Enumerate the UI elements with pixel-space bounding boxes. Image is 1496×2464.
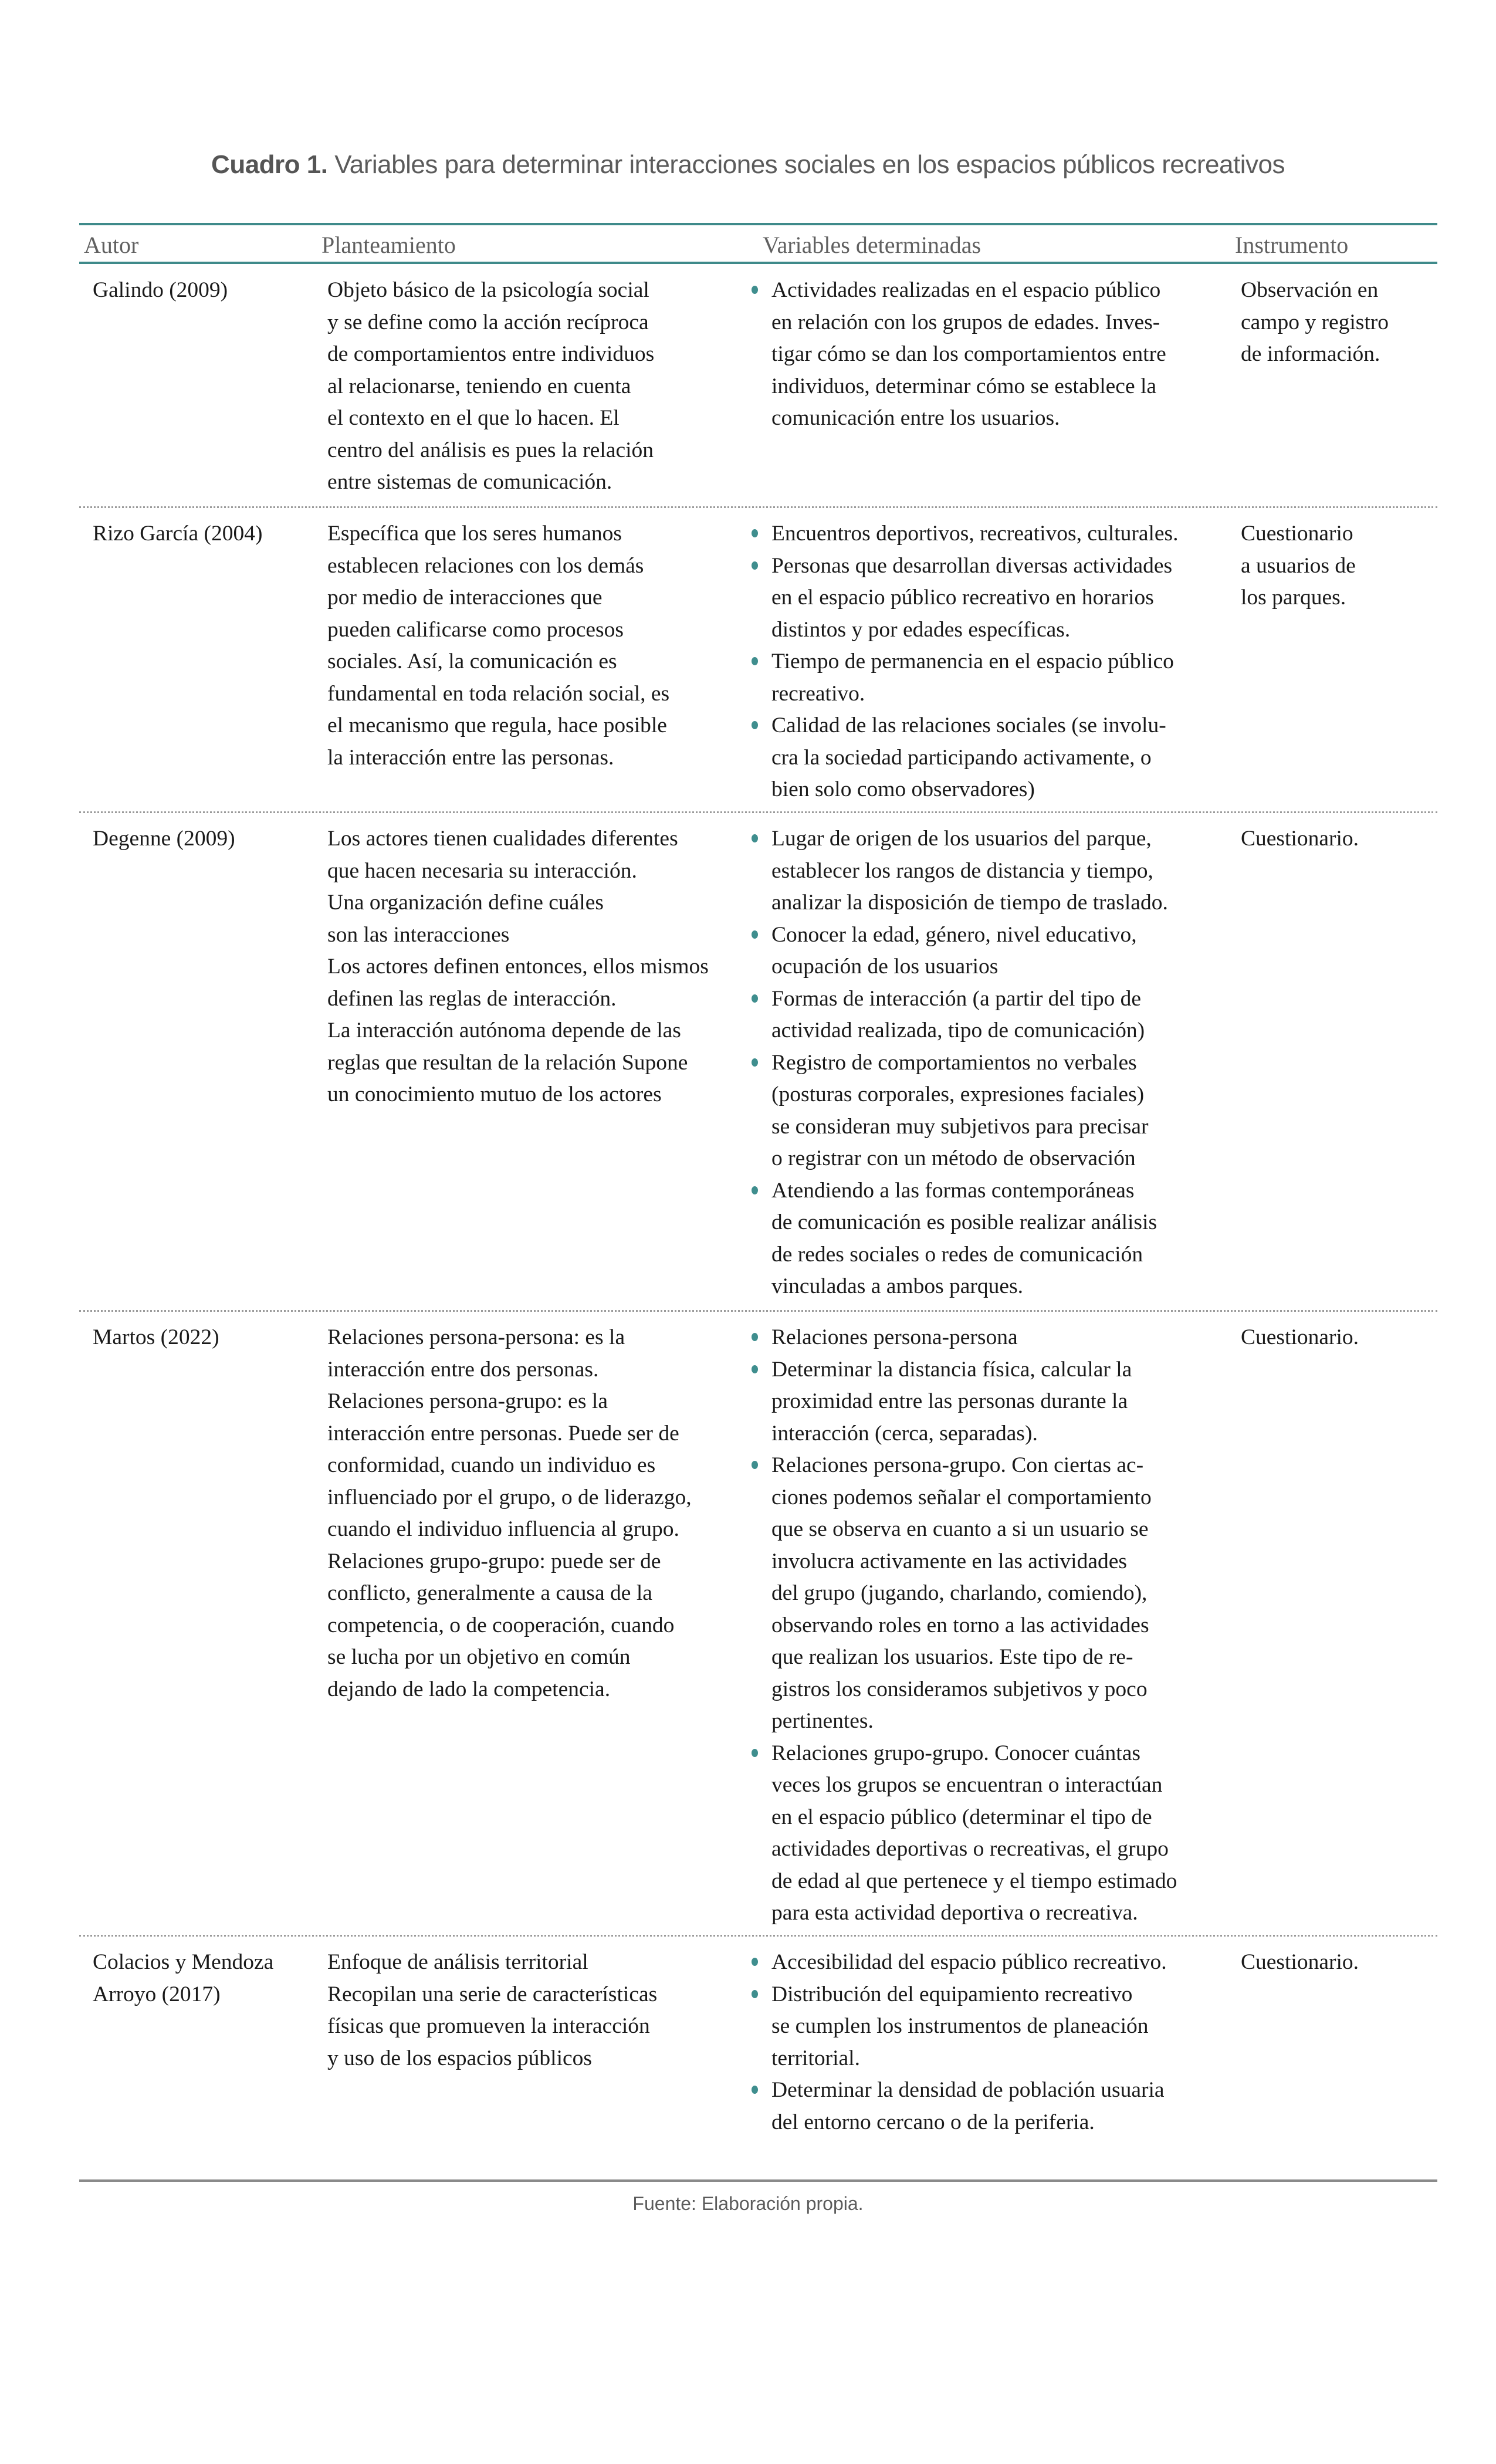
cell-planteamiento-line: que hacen necesaria su interacción. [327,858,637,883]
bullet-icon [752,1058,758,1067]
cell-variables [748,518,1194,806]
variable-line: territorial. [771,2046,860,2070]
variable-line: en el espacio público (determinar el tipo de [771,1805,1152,1829]
cell-planteamiento-line: se lucha por un objetivo en común [327,1645,631,1669]
cell-planteamiento-line: Específica que los seres humanos [327,522,622,546]
cell-planteamiento-line: y uso de los espacios públicos [327,2046,592,2070]
cell-planteamiento [327,275,761,499]
bullet-icon [752,1365,758,1373]
table-row [79,1311,1437,1936]
cell-variables [748,275,1194,435]
variable-bullet-item [748,1947,1194,1979]
cell-planteamiento-line: interacción entre personas. Puede ser de [327,1421,679,1446]
cell-planteamiento [327,823,761,1111]
cell-planteamiento-line: conflicto, generalmente a causa de la [327,1581,652,1605]
header-planteamiento: Planteamiento [321,232,456,258]
variable-bullet-item [748,983,1194,1047]
variable-line: Tiempo de permanencia en el espacio público [771,649,1174,673]
variable-line: Lugar de origen de los usuarios del parque, [771,827,1152,851]
variable-line: Formas de interacción (a partir del tipo de [771,986,1141,1011]
variable-line: proximidad entre las personas durante la [771,1389,1128,1413]
cell-planteamiento-line: al relacionarse, teniendo en cuenta [327,374,631,398]
variable-line: Personas que desarrollan diversas actividades [771,553,1173,578]
bullet-icon [752,834,758,842]
cell-planteamiento-line: reglas que resultan de la relación Supone [327,1050,688,1075]
cell-instrumento-line: los parques. [1241,585,1346,610]
cell-instrumento [1241,275,1434,371]
cell-planteamiento-line: Una organización define cuáles [327,891,604,915]
variable-bullet-item [748,1450,1194,1738]
cell-planteamiento-line: la interacción entre las personas. [327,745,614,770]
cell-planteamiento-line: sociales. Así, la comunicación es [327,649,617,673]
variable-line: bien solo como observadores) [771,777,1035,801]
variable-line: actividad realizada, tipo de comunicación) [771,1018,1145,1043]
bullet-icon [752,529,758,537]
variable-bullet-item [748,518,1194,550]
cell-autor [93,823,316,855]
variable-line: para esta actividad deportiva o recreativa. [771,1901,1138,1925]
cell-planteamiento-line: fundamental en toda relación social, es [327,681,670,706]
variable-line: Calidad de las relaciones sociales (se involu- [771,713,1166,737]
variable-bullet-item [748,710,1194,806]
variable-line: Registro de comportamientos no verbales [771,1050,1137,1075]
cell-autor-line: Martos (2022) [93,1325,219,1349]
cell-planteamiento-line: entre sistemas de comunicación. [327,470,612,494]
cell-autor-line: Degenne (2009) [93,827,235,851]
variable-line: interacción (cerca, separadas). [771,1421,1038,1446]
variable-line: del grupo (jugando, charlando, comiendo), [771,1581,1148,1605]
variable-line: tigar cómo se dan los comportamientos entre [771,342,1166,366]
variable-line: de redes sociales o redes de comunicación [771,1242,1143,1267]
variable-line: vinculadas a ambos parques. [771,1274,1024,1298]
cell-instrumento-line: Cuestionario [1241,522,1353,546]
cell-planteamiento-line: Enfoque de análisis territorial [327,1950,588,1974]
table-header [79,225,1437,262]
variable-line: ocupación de los usuarios [771,955,999,979]
bullet-icon [752,1186,758,1194]
table-row [79,1936,1437,2179]
variable-line: individuos, determinar cómo se establece la [771,374,1157,398]
bullet-icon [752,930,758,939]
variable-line: pertinentes. [771,1709,874,1733]
cell-planteamiento-line: La interacción autónoma depende de las [327,1018,681,1043]
variable-bullet-item [748,1354,1194,1450]
cell-instrumento-line: Cuestionario. [1241,1950,1359,1974]
variable-bullet-item [748,1047,1194,1175]
cell-planteamiento-line: definen las reglas de interacción. [327,986,617,1011]
cell-planteamiento-line: conformidad, cuando un individuo es [327,1453,656,1477]
variable-bullet-item [748,1979,1194,2075]
variable-bullet-item [748,2074,1194,2138]
table-source: Fuente: Elaboración propia. [632,2193,864,2214]
variable-line: en el espacio público recreativo en horarios [771,585,1154,610]
variable-line: veces los grupos se encuentran o interactúan [771,1773,1163,1797]
cell-autor-line: Arroyo (2017) [93,1982,221,2006]
cell-planteamiento [327,1322,761,1705]
variable-bullet-item [748,1738,1194,1930]
cell-planteamiento-line: Objeto básico de la psicología social [327,278,649,302]
cell-planteamiento-line: son las interacciones [327,922,510,947]
cell-planteamiento-line: establecen relaciones con los demás [327,553,644,578]
variable-line: en relación con los grupos de edades. Inves- [771,310,1160,334]
variable-line: Relaciones persona-persona [771,1325,1018,1349]
cell-autor [93,1322,316,1354]
caption-label: Cuadro 1. [211,150,328,179]
cell-planteamiento [327,1947,761,2074]
variable-line: o registrar con un método de observación [771,1146,1136,1170]
header-autor: Autor [84,232,139,258]
variable-bullet-item [748,275,1194,435]
variable-line: Relaciones persona-grupo. Con ciertas ac- [771,1453,1144,1477]
cell-instrumento [1241,823,1434,855]
bullet-icon [752,1958,758,1966]
cell-variables [748,1322,1194,1930]
cell-planteamiento-line: Relaciones grupo-grupo: puede ser de [327,1549,661,1573]
cell-planteamiento-line: Recopilan una serie de características [327,1982,658,2006]
cell-planteamiento-line: por medio de interacciones que [327,585,603,610]
bullet-icon [752,561,758,570]
cell-instrumento [1241,518,1434,614]
header-instrumento: Instrumento [1235,232,1349,258]
variable-line: Encuentros deportivos, recreativos, culturales. [771,522,1179,546]
variable-line: ciones podemos señalar el comportamiento [771,1485,1152,1509]
variable-bullet-item [748,823,1194,919]
cell-planteamiento-line: Relaciones persona-grupo: es la [327,1389,608,1413]
caption-text: Variables para determinar interacciones sociales en los espacios públicos recreativos [327,150,1285,179]
cell-planteamiento-line: competencia, o de cooperación, cuando [327,1613,675,1637]
header-variables: Variables determinadas [763,232,981,258]
cell-planteamiento-line: influenciado por el grupo, o de liderazgo, [327,1485,692,1509]
cell-instrumento-line: Observación en [1241,278,1379,302]
variable-line: distintos y por edades específicas. [771,617,1071,642]
cell-planteamiento-line: interacción entre dos personas. [327,1357,599,1382]
table-row [79,507,1437,813]
variable-bullet-item [748,1322,1194,1354]
cell-planteamiento-line: un conocimiento mutuo de los actores [327,1082,662,1106]
cell-instrumento-line: campo y registro [1241,310,1389,334]
variable-line: de comunicación es posible realizar análisis [771,1210,1157,1234]
bullet-icon [752,1990,758,1998]
table-row [79,264,1437,507]
variable-line: que realizan los usuarios. Este tipo de re- [771,1645,1133,1669]
variable-line: involucra activamente en las actividades [771,1549,1127,1573]
cell-instrumento-line: a usuarios de [1241,553,1356,578]
variable-line: comunicación entre los usuarios. [771,406,1060,430]
bullet-icon [752,1749,758,1757]
bullet-icon [752,657,758,665]
cell-autor [93,275,316,307]
variable-line: Actividades realizadas en el espacio público [771,278,1161,302]
cell-autor [93,518,316,550]
cell-planteamiento-line: pueden calificarse como procesos [327,617,624,642]
cell-autor-line: Rizo García (2004) [93,522,263,546]
variable-line: recreativo. [771,681,865,706]
bullet-icon [752,1461,758,1469]
variable-line: Distribución del equipamiento recreativo [771,1982,1133,2006]
bullet-icon [752,721,758,729]
cell-planteamiento [327,518,761,774]
variable-line: Atendiendo a las formas contemporáneas [771,1178,1135,1203]
cell-planteamiento-line: de comportamientos entre individuos [327,342,655,366]
cell-planteamiento-line: Los actores definen entonces, ellos mismos [327,955,709,979]
table-bottom-rule [79,2179,1437,2182]
variable-line: cra la sociedad participando activamente, o [771,745,1152,770]
variable-line: Accesibilidad del espacio público recreativo. [771,1950,1167,1974]
cell-instrumento-line: Cuestionario. [1241,827,1359,851]
variable-line: gistros los consideramos subjetivos y poco [771,1677,1148,1701]
variable-line: que se observa en cuanto a si un usuario se [771,1517,1149,1541]
cell-variables [748,1947,1194,2138]
cell-planteamiento-line: y se define como la acción recíproca [327,310,649,334]
variable-line: (posturas corporales, expresiones faciales) [771,1082,1145,1106]
cell-planteamiento-line: dejando de lado la competencia. [327,1677,611,1701]
cell-instrumento-line: Cuestionario. [1241,1325,1359,1349]
table-row [79,813,1437,1311]
bullet-icon [752,286,758,294]
cell-planteamiento-line: Relaciones persona-persona: es la [327,1325,625,1349]
cell-planteamiento-line: centro del análisis es pues la relación [327,438,654,462]
cell-instrumento-line: de información. [1241,342,1380,366]
cell-planteamiento-line: Los actores tienen cualidades diferentes [327,827,678,851]
variable-line: analizar la disposición de tiempo de traslado. [771,891,1168,915]
cell-planteamiento-line: cuando el individuo influencia al grupo. [327,1517,679,1541]
cell-planteamiento-line: físicas que promueven la interacción [327,2014,650,2038]
cell-autor-line: Galindo (2009) [93,278,228,302]
variable-line: Determinar la distancia física, calcular la [771,1357,1132,1382]
cell-instrumento [1241,1322,1434,1354]
variable-line: se cumplen los instrumentos de planeación [771,2014,1149,2038]
variable-bullet-item [748,919,1194,983]
cell-planteamiento-line: el mecanismo que regula, hace posible [327,713,667,737]
bullet-icon [752,994,758,1003]
cell-variables [748,823,1194,1303]
variable-line: Conocer la edad, género, nivel educativo, [771,922,1137,947]
variable-bullet-item [748,550,1194,647]
cell-autor [93,1947,316,2011]
variable-line: del entorno cercano o de la periferia. [771,2110,1095,2134]
cell-autor-line: Colacios y Mendoza [93,1950,274,1974]
variable-line: actividades deportivas o recreativas, el grupo [771,1837,1169,1861]
variable-line: Relaciones grupo-grupo. Conocer cuántas [771,1741,1140,1765]
variable-line: de edad al que pertenece y el tiempo estimado [771,1869,1177,1893]
variable-bullet-item [748,646,1194,710]
bullet-icon [752,2086,758,2094]
variables-table [79,223,1437,2134]
table-caption [0,150,1496,180]
variable-bullet-item [748,1175,1194,1303]
cell-instrumento [1241,1947,1434,1979]
variable-line: observando roles en torno a las actividades [771,1613,1149,1637]
variable-line: Determinar la densidad de población usuaria [771,2078,1165,2102]
bullet-icon [752,1333,758,1341]
variable-line: se consideran muy subjetivos para precisar [771,1114,1149,1139]
variable-line: establecer los rangos de distancia y tiempo, [771,858,1153,883]
cell-planteamiento-line: el contexto en el que lo hacen. El [327,406,620,430]
